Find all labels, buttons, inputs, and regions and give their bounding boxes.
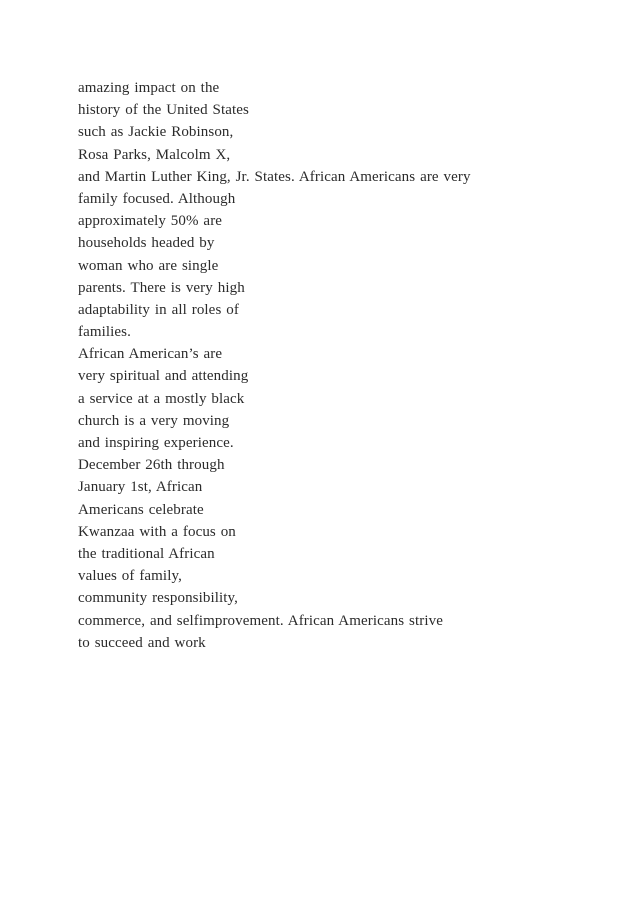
text-line: such as Jackie Robinson,: [78, 124, 234, 141]
text-line: a service at a mostly black: [78, 390, 245, 407]
text-line: woman who are single: [78, 257, 219, 274]
body-text: [78, 77, 598, 654]
text-line: church is a very moving: [78, 412, 230, 429]
text-line: and Martin Luther King, Jr. States. African Americans are very: [78, 168, 471, 185]
text-line: December 26th through: [78, 457, 225, 474]
text-line: and inspiring experience.: [78, 435, 234, 451]
text-line: January 1st, African: [78, 479, 203, 496]
text-line: to succeed and work: [78, 634, 206, 651]
text-line: family focused. Although: [78, 190, 236, 207]
text-line: African American’s are: [78, 346, 223, 363]
text-line: amazing impact on the: [78, 80, 220, 96]
text-line: history of the United States: [78, 102, 249, 119]
text-line: Rosa Parks, Malcolm X,: [78, 146, 231, 163]
text-line: households headed by: [78, 235, 215, 252]
text-line: commerce, and selfimprovement. African Americans strive: [78, 612, 443, 629]
text-line: approximately 50% are: [78, 213, 223, 230]
text-line: Americans celebrate: [78, 501, 204, 518]
text-line: the traditional African: [78, 545, 215, 562]
text-line: families.: [78, 324, 131, 341]
text-line: adaptability in all roles of: [78, 301, 239, 318]
text-line: Kwanzaa with a focus on: [78, 523, 236, 540]
text-line: parents. There is very high: [78, 279, 245, 296]
text-line: values of family,: [78, 568, 182, 585]
text-line: community responsibility,: [78, 590, 239, 607]
text-line: very spiritual and attending: [78, 368, 249, 385]
